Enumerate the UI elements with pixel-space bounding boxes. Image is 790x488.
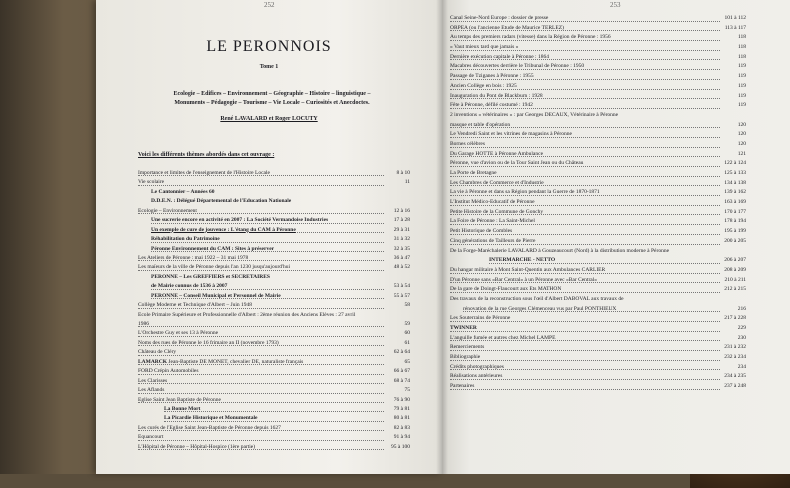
toc-entry-title: La Foire de Péronne : La Saint-Michel bbox=[450, 218, 535, 225]
toc-entry-title: Petite Histoire de la Commune de Gonchy bbox=[450, 208, 544, 215]
toc-entry-title: Macabres découvertes derrière le Tribunal de Péronne : 1950 bbox=[450, 63, 585, 70]
toc-entry-title: Petit Historique de Combles bbox=[450, 228, 513, 235]
toc-entry-title: Le Cantonnier – Années 60 bbox=[151, 188, 215, 195]
toc-page-number: 139 à 162 bbox=[724, 189, 746, 196]
toc-entry bbox=[450, 82, 746, 92]
dot-leader bbox=[450, 360, 720, 361]
dot-leader bbox=[450, 321, 720, 322]
toc-page-number: 29 à 31 bbox=[393, 226, 410, 233]
toc-entry bbox=[450, 237, 746, 247]
toc-entry bbox=[138, 311, 410, 320]
intro-heading: Voici les différents thèmes abordés dans cet ouvrage : bbox=[138, 152, 275, 158]
toc-entry bbox=[138, 226, 410, 235]
dot-leader bbox=[450, 40, 720, 41]
toc-entry bbox=[138, 188, 410, 197]
toc-entry bbox=[450, 305, 746, 315]
toc-page-number: 68 à 74 bbox=[393, 377, 410, 384]
toc-page-number: 65 bbox=[404, 358, 410, 365]
toc-entry-title: Les maïeurs de la ville de Péronne depuis l'an 1230 jusqu'aujourd'hui bbox=[138, 264, 291, 271]
toc-page-number: 178 à 194 bbox=[724, 218, 746, 225]
toc-entry bbox=[450, 324, 746, 334]
toc-entry-title: Cinq générations de Tailleurs de Pierre bbox=[450, 237, 536, 244]
toc-page-number: 91 à 94 bbox=[393, 434, 410, 441]
toc-entry-title: masque et table d'opération bbox=[450, 121, 511, 128]
toc-entry-title: De la gare de Doingt-Flaucourt aux Ets MATHON bbox=[450, 286, 562, 293]
dot-leader bbox=[489, 263, 720, 264]
toc-entry-title: PERONNE – Les GREFFIERS et SECRETAIRES bbox=[151, 273, 270, 280]
dot-leader bbox=[450, 331, 720, 332]
dot-leader bbox=[138, 185, 384, 186]
page-number-right: 253 bbox=[610, 1, 621, 9]
toc-entry-title: Le Vendredi Saint et les vitrines de magasins à Péronne bbox=[450, 131, 572, 138]
tome-label: Tome 1 bbox=[259, 64, 279, 70]
toc-entry bbox=[450, 343, 746, 353]
toc-page-number: 237 à 248 bbox=[724, 383, 746, 390]
toc-entry bbox=[450, 276, 746, 286]
toc-entry bbox=[138, 254, 410, 263]
toc-page-number: 120 bbox=[737, 121, 746, 128]
toc-page-number: 61 bbox=[404, 339, 410, 346]
toc-entry-title: Ecologie – Environnement bbox=[138, 207, 197, 214]
toc-entry bbox=[450, 314, 746, 324]
toc-entry bbox=[450, 372, 746, 382]
toc-page-number: 232 à 234 bbox=[724, 354, 746, 361]
toc-entry-title: D.D.E.N. : Délégué Départemental de l'Education Nationale bbox=[151, 198, 292, 205]
toc-entry-title: Passage de Tziganes à Péronne : 1955 bbox=[450, 73, 534, 80]
toc-entry-title: Ecole Primaire Supérieure et Professionnelle d'Albert : 2ème réunion des Anciens Elèves : 27 avril bbox=[138, 311, 356, 318]
toc-page-number: 118 bbox=[737, 34, 746, 41]
toc-page-number: 95 à 100 bbox=[391, 443, 410, 450]
toc-page-number: 200 à 205 bbox=[724, 237, 746, 244]
toc-entry-title: Des travaux de la reconstruction sous l'œil d'Albert DABOVAL aux travaux de bbox=[450, 295, 624, 302]
toc-page-number: 113 à 117 bbox=[724, 24, 746, 31]
toc-entry-title: TWINNER bbox=[450, 325, 477, 331]
toc-entry-title: Péronne Environnement du CAM : Sites à préserver bbox=[151, 245, 275, 252]
toc-entry bbox=[450, 111, 746, 121]
dot-leader bbox=[450, 108, 720, 109]
toc-page-number: 216 bbox=[737, 305, 746, 312]
toc-entry bbox=[450, 140, 746, 150]
toc-entry bbox=[138, 414, 410, 423]
toc-entry bbox=[450, 159, 746, 169]
toc-entry bbox=[138, 273, 410, 282]
toc-page-number: 119 bbox=[737, 82, 746, 89]
toc-entry-title: Remerciements bbox=[450, 344, 485, 351]
toc-entry-title: INTERMARCHE - NETTO bbox=[489, 257, 556, 264]
toc-page-number: 118 bbox=[737, 44, 746, 51]
toc-entry-title: Du hangar militaire à Mont Saint-Quentin aux Ambulances CARLIER bbox=[450, 266, 606, 273]
toc-entry bbox=[450, 227, 746, 237]
toc-entry bbox=[138, 377, 410, 386]
toc-entry bbox=[450, 72, 746, 82]
toc-entry-title: D'un Péronne sans «Bar Central» à un Péronne avec «Bar Central» bbox=[450, 276, 598, 283]
toc-entry bbox=[138, 207, 410, 216]
toc-entry-title: Bibliographie bbox=[450, 354, 481, 361]
toc-entry bbox=[138, 282, 410, 291]
toc-entry-title: Au temps des premiers radars (vitesse) dans la Région de Péronne : 1956 bbox=[450, 34, 611, 41]
toc-entry bbox=[450, 92, 746, 102]
toc-entry bbox=[450, 62, 746, 72]
toc-entry-title: FORD Crépin Automobiles bbox=[138, 368, 199, 375]
toc-page-number: 195 à 199 bbox=[724, 228, 746, 235]
left-page bbox=[96, 0, 442, 474]
dot-leader bbox=[450, 389, 720, 390]
toc-entry bbox=[450, 334, 746, 344]
toc-entry bbox=[138, 197, 410, 206]
toc-entry-title: Eglise Saint Jean Baptiste de Péronne bbox=[138, 396, 221, 403]
toc-entry-title: Ancien Collège en bois : 1925 bbox=[450, 82, 517, 89]
toc-entry-title: Les Aflands bbox=[138, 387, 165, 394]
toc-entry-title: Les Chambres de Commerce et d'Industrie bbox=[450, 179, 544, 186]
toc-entry-title: Noms des rues de Péronne le 16 frimaire an II (novembre 1793) bbox=[138, 339, 279, 346]
toc-entry bbox=[138, 339, 410, 348]
toc-page-number: 59 bbox=[404, 321, 410, 327]
toc-entry-title: Inauguration du Pont de Blackburn : 1928 bbox=[450, 92, 543, 99]
toc-entry bbox=[450, 43, 746, 53]
toc-page-number: 31 à 32 bbox=[393, 236, 410, 243]
toc-entry bbox=[138, 216, 410, 225]
toc-entry bbox=[138, 443, 410, 452]
toc-page-number: 229 bbox=[737, 325, 746, 331]
toc-entry bbox=[138, 245, 410, 254]
dot-leader bbox=[138, 440, 384, 441]
toc-page-number: 79 à 81 bbox=[393, 405, 410, 412]
toc-entry bbox=[138, 263, 410, 272]
toc-page-number: 125 à 133 bbox=[724, 170, 746, 176]
toc-page-number: 75 bbox=[404, 387, 410, 394]
toc-entry bbox=[138, 433, 410, 442]
dot-leader bbox=[450, 350, 720, 351]
toc-entry-title: Une sucrerie encore en activité en 2007 : La Société Vermandoise Industries bbox=[151, 217, 329, 224]
toc-page-number: 119 bbox=[737, 63, 746, 70]
toc-page-number: 8 à 10 bbox=[396, 170, 410, 176]
toc-page-number: 208 à 209 bbox=[724, 266, 746, 273]
toc-page-number: 11 bbox=[404, 179, 410, 186]
toc-entry-title: rénovation de la rue Georges Clémenceau vus par Paul PONTHIEUX bbox=[463, 305, 617, 312]
dot-leader bbox=[450, 224, 720, 225]
toc-entry bbox=[138, 329, 410, 338]
toc-page-number: 121 bbox=[737, 150, 746, 157]
toc-entry bbox=[450, 382, 746, 392]
toc-page-number: 122 à 124 bbox=[724, 160, 746, 167]
toc-page-number: 53 à 54 bbox=[393, 283, 410, 290]
dot-leader bbox=[138, 336, 384, 337]
toc-entry bbox=[450, 14, 746, 24]
toc-entry-title: Les curés de l'Eglise Saint Jean-Baptiste de Péronne depuis 1627 bbox=[138, 424, 281, 431]
toc-entry bbox=[450, 256, 746, 266]
toc-entry bbox=[450, 295, 746, 305]
dot-leader bbox=[450, 292, 720, 293]
toc-entry bbox=[138, 301, 410, 310]
toc-page-number: 231 à 232 bbox=[724, 344, 746, 351]
toc-entry-title: L'Hôpital de Péronne – Hôpital-Hospice (1ère partie) bbox=[138, 443, 256, 450]
toc-entry-title: 1986 bbox=[138, 321, 149, 327]
toc-entry-title: L'Orchestre Guy et ses 13 à Péronne bbox=[138, 330, 219, 337]
toc-entry bbox=[138, 396, 410, 405]
toc-entry bbox=[450, 179, 746, 189]
toc-page-number: 217 à 228 bbox=[724, 315, 746, 322]
dot-leader bbox=[450, 137, 720, 138]
toc-entry bbox=[138, 320, 410, 329]
toc-entry bbox=[450, 353, 746, 363]
dot-leader bbox=[450, 69, 720, 70]
toc-entry bbox=[450, 266, 746, 276]
subjects-list bbox=[132, 90, 412, 108]
toc-page-number: 55 à 57 bbox=[393, 292, 410, 299]
toc-entry bbox=[450, 101, 746, 111]
toc-page-number: 119 bbox=[737, 73, 746, 80]
dot-leader bbox=[138, 326, 384, 327]
dot-leader bbox=[138, 393, 384, 394]
toc-entry-title: Bornes célèbres bbox=[450, 140, 485, 147]
toc-page-number: 36 à 47 bbox=[393, 254, 410, 261]
toc-entry-title: L'Institut Médico-Educatif de Péronne bbox=[450, 199, 535, 206]
toc-entry-title: Fête à Péronne, défilé costumé : 1942 bbox=[450, 102, 533, 109]
dot-leader bbox=[450, 379, 720, 380]
toc-entry bbox=[450, 121, 746, 131]
toc-page-number: 62 à 64 bbox=[393, 349, 410, 356]
toc-entry-title: Les Clarisses bbox=[138, 377, 168, 384]
toc-entry bbox=[138, 178, 410, 187]
toc-entry bbox=[450, 53, 746, 63]
table-of-contents-right bbox=[450, 14, 746, 392]
toc-entry-title: Crédits photographiques bbox=[450, 363, 504, 370]
toc-entry bbox=[450, 285, 746, 295]
toc-entry-title: ORPEA (ou l'ancienne Etude de Maurice TERLEZ) bbox=[450, 24, 564, 31]
toc-page-number: 48 à 52 bbox=[393, 264, 410, 271]
toc-entry bbox=[138, 358, 410, 367]
toc-entry-title: Importance et limites de l'enseignement de l'Histoire Locale bbox=[138, 170, 270, 176]
toc-entry-title: PERONNE – Conseil Municipal et Personnel de Mairie bbox=[151, 292, 281, 299]
toc-page-number: 119 bbox=[737, 92, 746, 99]
toc-page-number: 134 à 138 bbox=[724, 179, 746, 186]
toc-entry-title: 2 inventions « vétérinaires » : par Georges DECAUX, Vétérinaire à Péronne bbox=[450, 111, 619, 118]
toc-page-number: 119 bbox=[737, 102, 746, 109]
toc-entry-title: Vie scolaire bbox=[138, 179, 165, 186]
page-number-left: 252 bbox=[264, 1, 275, 9]
toc-page-number: 163 à 169 bbox=[724, 199, 746, 206]
toc-page-number: 170 à 177 bbox=[724, 208, 746, 215]
right-page bbox=[442, 0, 790, 474]
authors: René LAVALARD et Roger LOCUTY bbox=[220, 116, 318, 122]
toc-entry bbox=[138, 292, 410, 301]
toc-page-number: 206 à 207 bbox=[724, 257, 746, 264]
book-title: LE PERONNOIS bbox=[206, 38, 332, 55]
toc-page-number: 17 à 28 bbox=[393, 217, 410, 224]
toc-entry-title: Equancourt bbox=[138, 434, 164, 441]
toc-page-number: 118 bbox=[737, 53, 746, 60]
toc-page-number: 80 à 81 bbox=[393, 415, 410, 422]
toc-entry-title: Les Souterrains de Péronne bbox=[450, 315, 511, 322]
dot-leader bbox=[450, 166, 720, 167]
toc-entry bbox=[138, 235, 410, 244]
toc-entry bbox=[450, 33, 746, 43]
subjects-line-2: Monuments – Pédagogie – Tourisme – Vie Locale – Curiosités et Anecdoctes. bbox=[174, 100, 370, 106]
toc-entry-title: La Bonne Mort bbox=[164, 405, 201, 412]
toc-entry bbox=[138, 348, 410, 357]
toc-entry bbox=[450, 363, 746, 373]
toc-entry-title: De la Forge-Maréchalerie LAVALARD à Gouzeaucourt (Nord) à la distribution moderne à Péronne bbox=[450, 247, 670, 254]
toc-entry bbox=[450, 198, 746, 208]
toc-page-number: 210 à 211 bbox=[724, 276, 746, 283]
toc-page-number: 32 à 35 bbox=[393, 245, 410, 252]
dot-leader bbox=[450, 195, 720, 196]
toc-page-number: 58 bbox=[404, 302, 410, 309]
toc-entry-title: Réalisations antérieures bbox=[450, 373, 503, 380]
book-gutter bbox=[436, 0, 448, 474]
toc-entry bbox=[450, 188, 746, 198]
toc-entry bbox=[138, 424, 410, 433]
toc-page-number: 212 à 215 bbox=[724, 286, 746, 293]
toc-entry-title: de Mairie connus de 1536 à 2007 bbox=[151, 283, 228, 290]
toc-entry-title: Collège Moderne et Technique d'Albert – Juin 1948 bbox=[138, 302, 252, 309]
toc-entry bbox=[138, 169, 410, 178]
toc-entry bbox=[450, 169, 746, 179]
toc-entry-title: Dernière exécution capitale à Péronne : 1864 bbox=[450, 53, 549, 60]
toc-entry-title: Réhabilitation du Patrimoine bbox=[151, 236, 220, 243]
toc-page-number: 82 à 83 bbox=[393, 424, 410, 431]
toc-entry-title: Château de Cléry bbox=[138, 349, 177, 356]
toc-entry-title: LAMARCK Jean-Baptiste DE MONET, chevalier DE, naturaliste français bbox=[138, 358, 304, 365]
toc-page-number: 76 à 90 bbox=[393, 396, 410, 403]
toc-entry bbox=[138, 386, 410, 395]
toc-page-number: 66 à 67 bbox=[393, 368, 410, 375]
table-of-contents-left bbox=[138, 169, 410, 452]
toc-entry-title: Péronne, vue d'avion ou de la Tour Saint Jean ou du Château bbox=[450, 160, 584, 167]
toc-page-number: 120 bbox=[737, 131, 746, 138]
toc-entry-title: Canal Seine-Nord Europe : dossier de presse bbox=[450, 15, 549, 21]
toc-entry bbox=[138, 367, 410, 376]
toc-entry-title: Partenaires bbox=[450, 383, 475, 390]
subjects-line-1: Ecologie – Edifices – Environnement – Géographie – Histoire – linguistique – bbox=[173, 91, 371, 97]
toc-entry-title: La Porte de Bretagne bbox=[450, 170, 497, 176]
toc-entry bbox=[450, 24, 746, 34]
toc-page-number: 230 bbox=[737, 334, 746, 341]
toc-entry-title: L'anguille fumée et autres chez Michel LAMPE bbox=[450, 334, 556, 341]
toc-page-number: 60 bbox=[404, 330, 410, 337]
toc-entry bbox=[138, 405, 410, 414]
dot-leader bbox=[138, 383, 384, 384]
toc-page-number: 234 bbox=[737, 363, 746, 370]
toc-entry-title: La vie à Péronne et dans sa Région pendant la Guerre de 1870-1871 bbox=[450, 189, 600, 196]
toc-entry-title: Les Ateliers de Péronne : mai 1922 – 31 mai 1978 bbox=[138, 254, 249, 261]
toc-entry-title: « Vaut mieux tard que jamais » bbox=[450, 44, 519, 51]
toc-page-number: 234 à 235 bbox=[724, 373, 746, 380]
toc-page-number: 101 à 112 bbox=[724, 15, 746, 21]
toc-entry bbox=[450, 247, 746, 257]
toc-entry bbox=[450, 130, 746, 140]
dot-leader bbox=[450, 147, 720, 148]
toc-entry-title: La Picardie Historique et Monumentale bbox=[164, 415, 258, 422]
toc-entry-title: Un exemple de cure de jouvence : L'étang du CAM à Péronne bbox=[151, 226, 296, 233]
toc-entry bbox=[450, 217, 746, 227]
toc-entry bbox=[450, 208, 746, 218]
toc-page-number: 12 à 16 bbox=[393, 207, 410, 214]
toc-entry-title: Du Garage HOTTE à Péronne Ambulance bbox=[450, 150, 544, 157]
toc-entry bbox=[450, 150, 746, 160]
toc-page-number: 120 bbox=[737, 140, 746, 147]
